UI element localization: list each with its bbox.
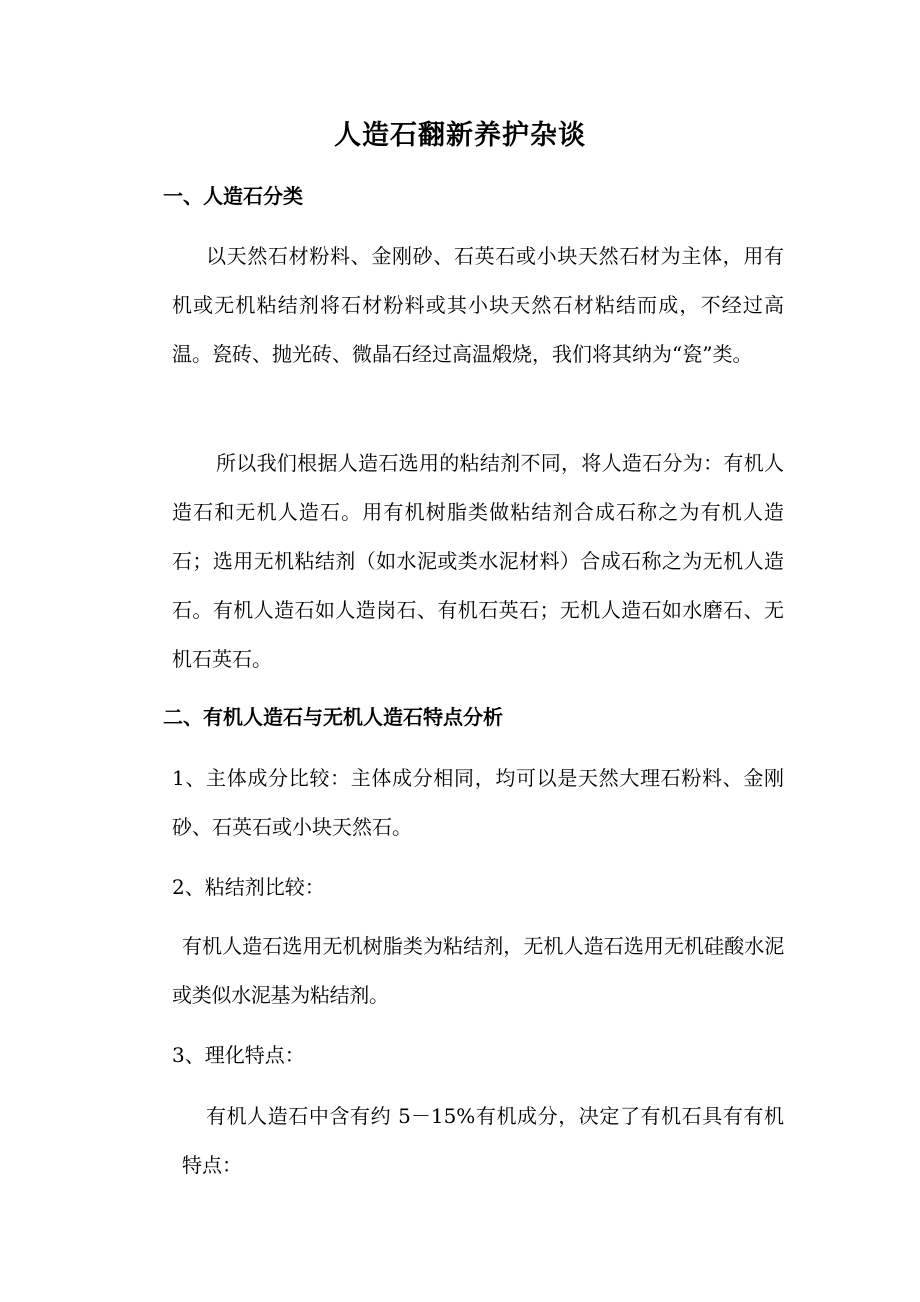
item-physicochemical-label: 3、理化特点： xyxy=(172,1043,305,1067)
paragraph-physicochemical: 有机人造石中含有约 5－15%有机成分，决定了有机石具有有机特点： xyxy=(182,1104,784,1177)
section-heading-classification: 一、人造石分类 xyxy=(163,184,303,208)
section-heading-analysis: 二、有机人造石与无机人造石特点分析 xyxy=(163,705,503,729)
paragraph-classification-types: 所以我们根据人造石选用的粘结剂不同，将人造石分为：有机人造石和无机人造石。用有机树脂类做粘结剂合成石称之为有机人造石；选用无机粘结剂（如水泥或类水泥材料）合成石称之为无机人造石。有机人造石如人造岗石、有机石英石；无机人造石如水磨石、无机石英石。 xyxy=(172,451,784,671)
paragraph-binder-comparison: 有机人造石选用无机树脂类为粘结剂，无机人造石选用无机硅酸水泥或类似水泥基为粘结剂。 xyxy=(172,934,784,1007)
item-binder-comparison-label: 2、粘结剂比较： xyxy=(172,875,325,899)
paragraph-main-composition: 1、主体成分比较：主体成分相同，均可以是天然大理石粉料、金刚砂、石英石或小块天然石。 xyxy=(172,766,784,839)
paragraph-classification-intro: 以天然石材粉料、金刚砂、石英石或小块天然石材为主体，用有机或无机粘结剂将石材粉料或其小块天然石材粘结而成，不经过高温。瓷砖、抛光砖、微晶石经过高温煅烧，我们将其纳为“瓷”类。 xyxy=(172,244,784,366)
page-title: 人造石翻新养护杂谈 xyxy=(334,120,586,151)
